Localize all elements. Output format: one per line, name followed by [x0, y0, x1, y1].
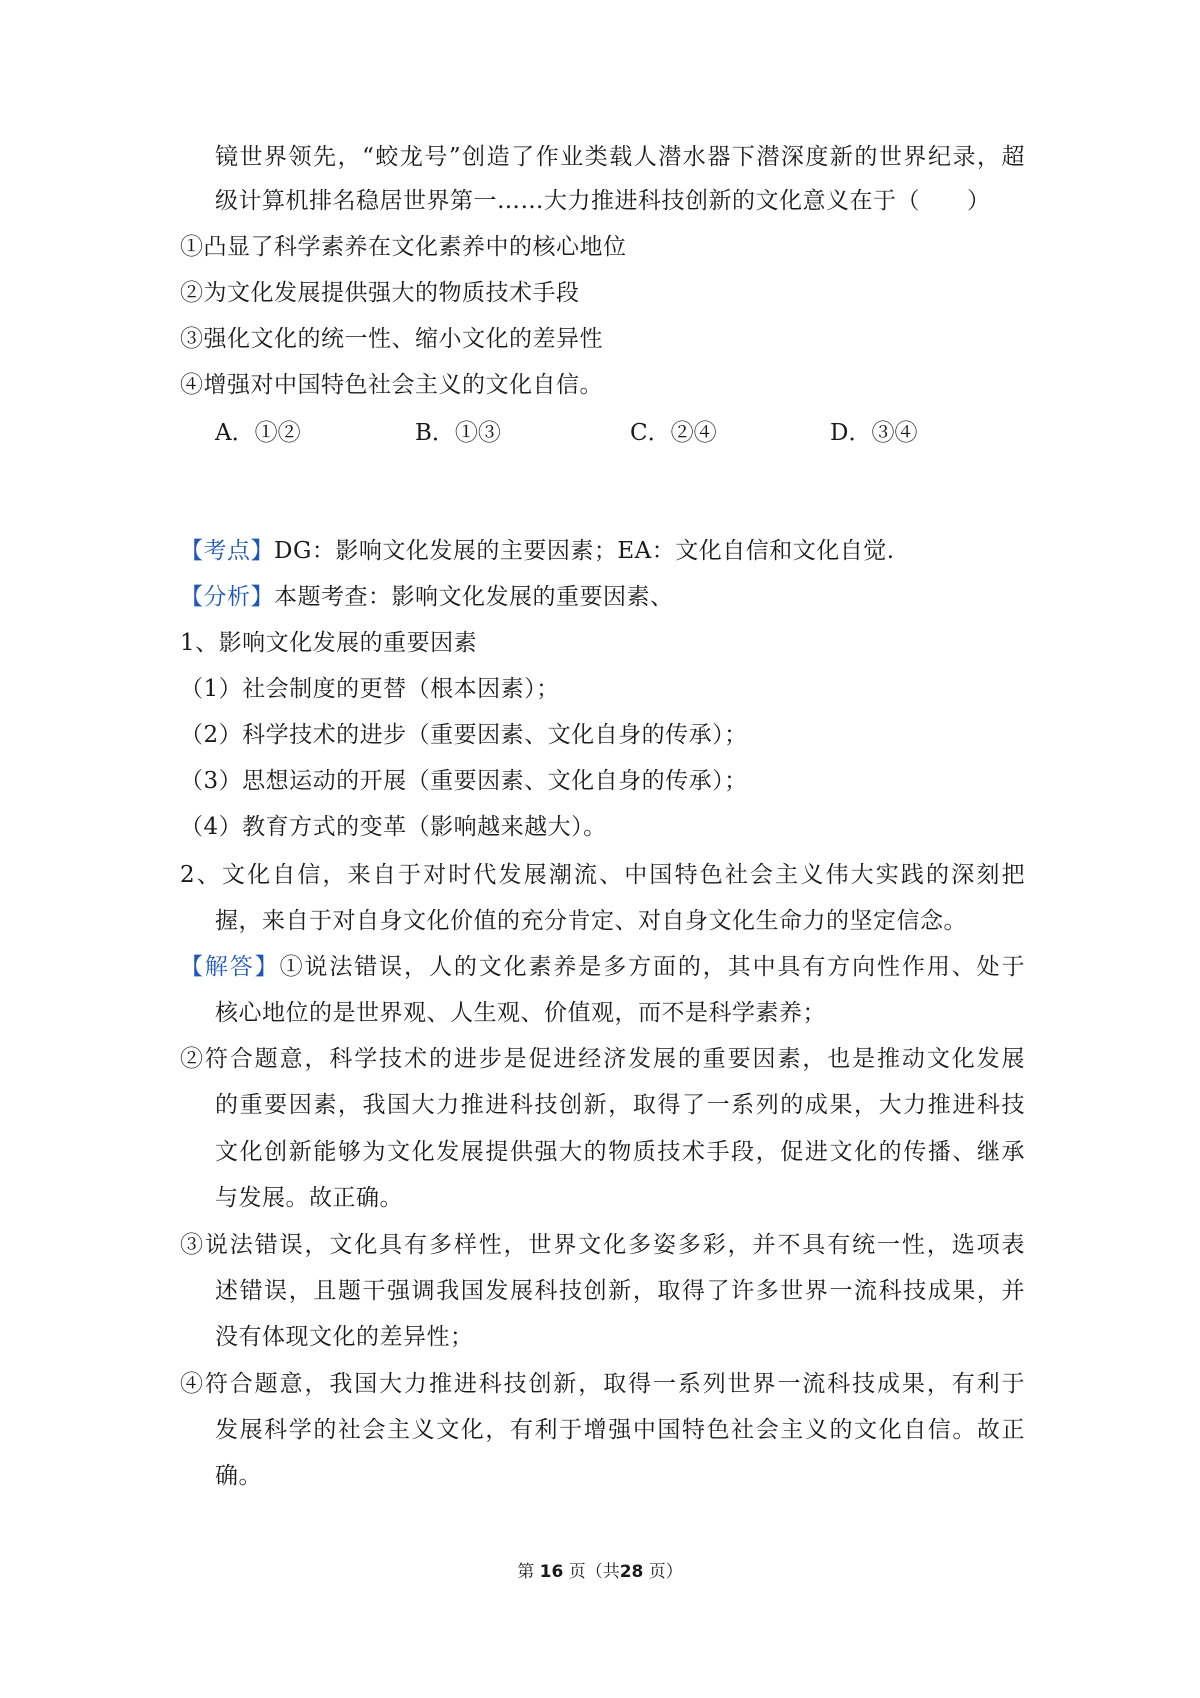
option-value: ②④	[670, 420, 717, 446]
footer-prefix: 第	[517, 1562, 535, 1582]
current-page-number: 16	[539, 1562, 564, 1582]
jieda-line	[180, 952, 1025, 982]
answer-line: 述错误，且题干强调我国发展科技创新，取得了许多世界一流科技成果，并	[215, 1278, 1025, 1304]
total-pages-number: 28	[619, 1562, 644, 1582]
analysis-line: 2、文化自信，来自于对时代发展潮流、中国特色社会主义伟大实践的深刻把	[180, 862, 1025, 888]
page-footer	[0, 1561, 1200, 1583]
answer-line: 核心地位的是世界观、人生观、价值观，而不是科学素养；	[215, 1000, 826, 1026]
statement-1: ①凸显了科学素养在文化素养中的核心地位	[180, 234, 627, 260]
option-c	[630, 418, 717, 448]
jieda-text: ①说法错误，人的文化素养是多方面的，其中具有方向性作用、处于	[279, 954, 1026, 980]
analysis-line: 1、影响文化发展的重要因素	[180, 630, 478, 656]
jieda-tag: 【解答】	[180, 954, 280, 980]
kaodian-tag: 【考点】	[180, 538, 274, 564]
footer-middle: 页（共	[568, 1562, 620, 1582]
option-b	[415, 418, 501, 448]
statement-2: ②为文化发展提供强大的物质技术手段	[180, 280, 580, 306]
statement-3: ③强化文化的统一性、缩小文化的差异性	[180, 326, 603, 352]
kaodian-line	[180, 536, 895, 566]
answer-line: 文化创新能够为文化发展提供强大的物质技术手段，促进文化的传播、继承	[215, 1139, 1025, 1165]
analysis-line: （3）思想运动的开展（重要因素、文化自身的传承）；	[180, 768, 748, 794]
answer-line: 的重要因素，我国大力推进科技创新，取得了一系列的成果，大力推进科技	[215, 1092, 1025, 1118]
option-value: ①③	[454, 420, 501, 446]
option-letter: D．	[830, 420, 872, 446]
fenxi-tag: 【分析】	[180, 584, 274, 610]
option-letter: A．	[215, 420, 255, 446]
analysis-line: （2）科学技术的进步（重要因素、文化自身的传承）；	[180, 722, 748, 748]
answer-line: 与发展。故正确。	[215, 1185, 403, 1211]
analysis-line: 握，来自于对自身文化价值的充分肯定、对自身文化生命力的坚定信念。	[215, 908, 967, 934]
option-a	[215, 418, 301, 448]
statement-4: ④增强对中国特色社会主义的文化自信。	[180, 372, 603, 398]
answer-line: 确。	[215, 1463, 262, 1489]
answer-line: ④符合题意，我国大力推进科技创新，取得一系列世界一流科技成果，有利于	[180, 1371, 1025, 1397]
option-letter: B．	[415, 420, 455, 446]
analysis-line: （4）教育方式的变革（影响越来越大）。	[180, 814, 607, 840]
option-letter: C．	[630, 420, 671, 446]
kaodian-text: DG：影响文化发展的主要因素；EA：文化自信和文化自觉.	[274, 538, 895, 564]
question-stem-line-1: 镜世界领先，“蛟龙号”创造了作业类载人潜水器下潜深度新的世界纪录，超	[215, 144, 1025, 170]
fenxi-line	[180, 582, 674, 612]
answer-line: 没有体现文化的差异性；	[215, 1324, 474, 1350]
answer-line: ②符合题意，科学技术的进步是促进经济发展的重要因素，也是推动文化发展	[180, 1046, 1025, 1072]
answer-line: 发展科学的社会主义文化，有利于增强中国特色社会主义的文化自信。故正	[215, 1417, 1025, 1443]
option-value: ③④	[871, 420, 918, 446]
answer-line: ③说法错误，文化具有多样性，世界文化多姿多彩，并不具有统一性，选项表	[180, 1232, 1025, 1258]
question-stem-line-2: 级计算机排名稳居世界第一……大力推进科技创新的文化意义在于（ ）	[215, 188, 991, 214]
option-d	[830, 418, 917, 448]
fenxi-text: 本题考查：影响文化发展的重要因素、	[274, 584, 674, 610]
analysis-line: （1）社会制度的更替（根本因素）；	[180, 676, 560, 702]
option-value: ①②	[254, 420, 301, 446]
footer-suffix: 页）	[648, 1562, 683, 1582]
